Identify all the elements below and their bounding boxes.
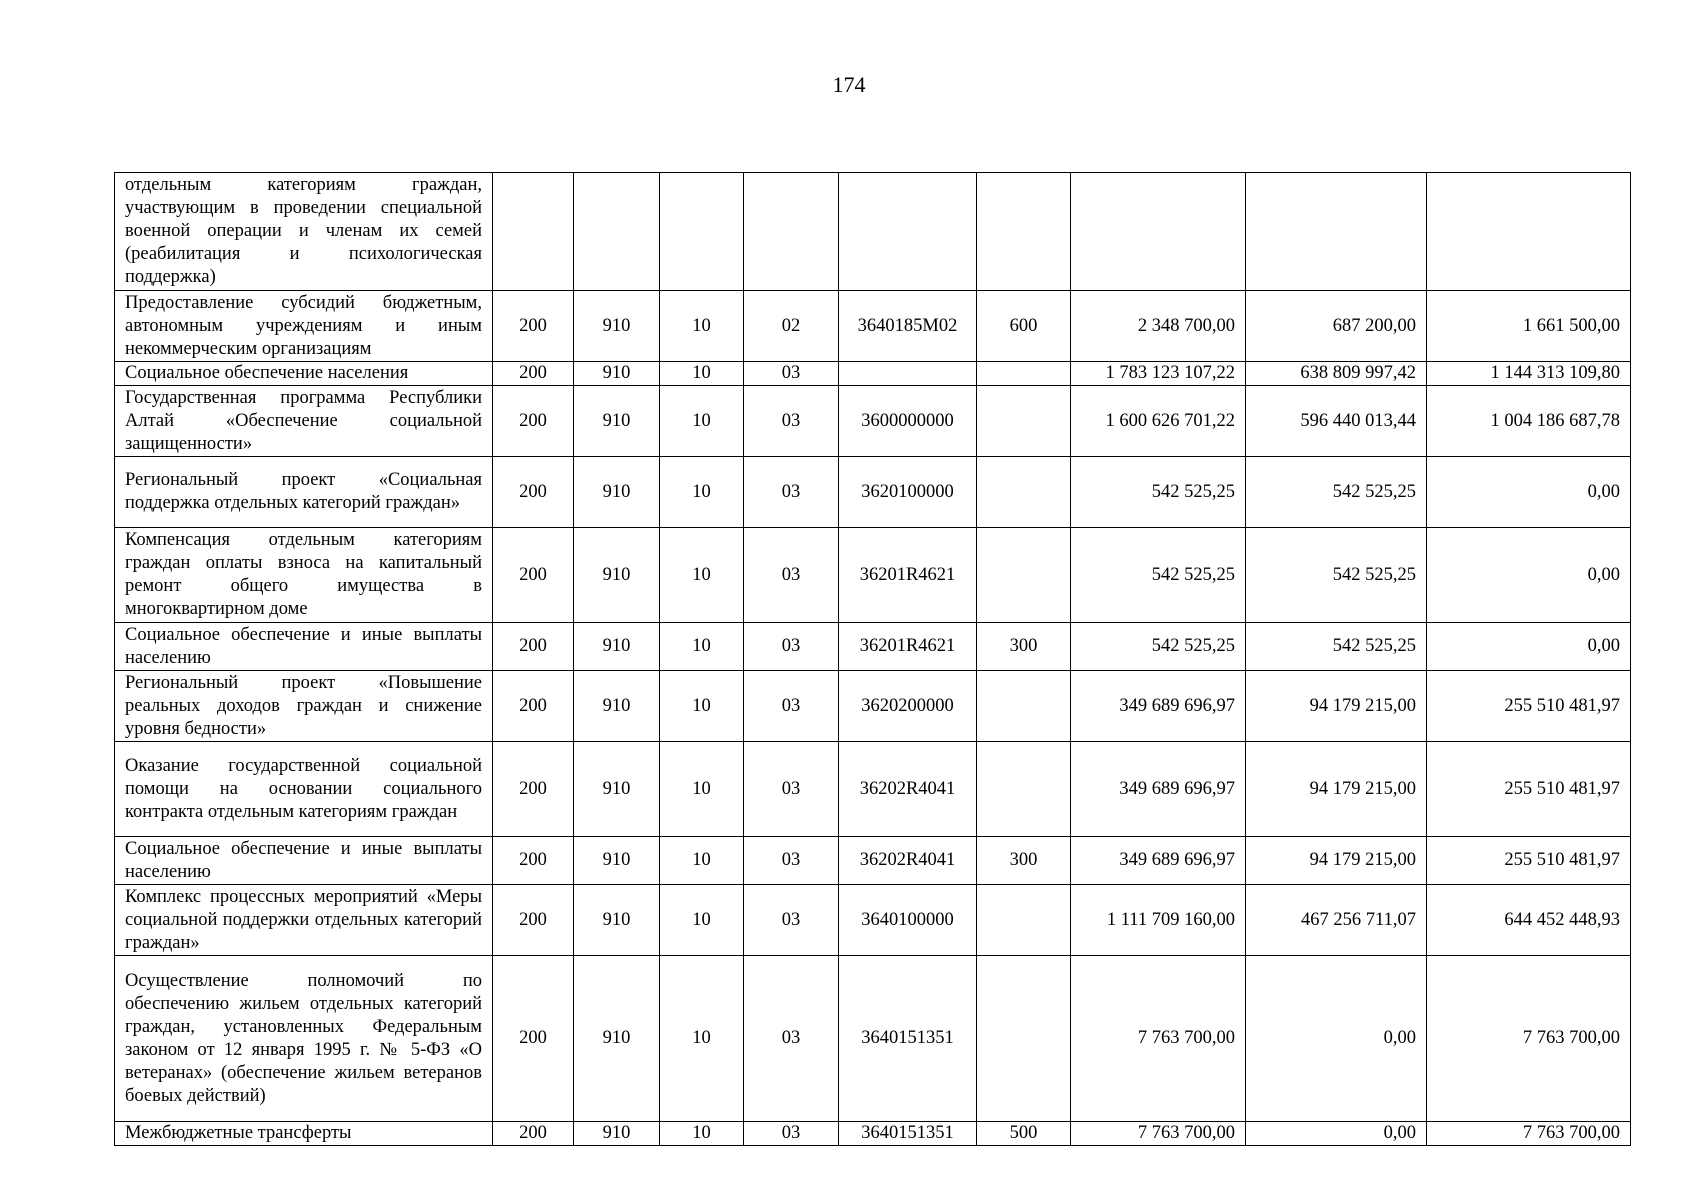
cell-amount-2: 542 525,25 [1246,528,1427,623]
cell-amount-3: 1 661 500,00 [1427,291,1631,362]
cell-code-910: 910 [574,742,660,837]
cell-amount-total: 542 525,25 [1071,623,1246,671]
cell-target-article: 36202R4041 [839,742,977,837]
table-row [115,742,1631,837]
cell-target-article: 3640185М02 [839,291,977,362]
cell-amount-total: 1 111 709 160,00 [1071,885,1246,956]
cell-code-200: 200 [493,623,574,671]
cell-amount-3: 1 144 313 109,80 [1427,362,1631,386]
cell-amount-total: 349 689 696,97 [1071,837,1246,885]
row-name: Межбюджетные трансферты [115,1122,493,1146]
cell-expense-type [977,528,1071,623]
cell-code-200: 200 [493,742,574,837]
cell-code-200: 200 [493,885,574,956]
cell-amount-3: 255 510 481,97 [1427,671,1631,742]
cell-expense-type [977,885,1071,956]
cell-subsection: 03 [744,623,839,671]
cell-section: 10 [660,362,744,386]
cell-subsection: 03 [744,837,839,885]
cell-amount-2: 542 525,25 [1246,457,1427,528]
cell-code-910: 910 [574,457,660,528]
cell-amount-3: 7 763 700,00 [1427,1122,1631,1146]
cell-amount-2: 94 179 215,00 [1246,671,1427,742]
table-row [115,362,1631,386]
cell-amount-total [1071,173,1246,291]
cell-expense-type [977,742,1071,837]
cell-amount-total: 349 689 696,97 [1071,671,1246,742]
cell-code-910: 910 [574,528,660,623]
cell-expense-type [977,956,1071,1122]
table-row [115,956,1631,1122]
cell-expense-type [977,671,1071,742]
table-row [115,291,1631,362]
cell-amount-3: 7 763 700,00 [1427,956,1631,1122]
row-name: Региональный проект «Повышение реальных доходов граждан и снижение уровня бедности» [115,671,493,742]
cell-target-article [839,362,977,386]
row-name: Социальное обеспечение и иные выплаты населению [115,623,493,671]
cell-target-article: 36201R4621 [839,623,977,671]
cell-subsection: 03 [744,386,839,457]
cell-target-article: 3620200000 [839,671,977,742]
cell-subsection: 03 [744,742,839,837]
cell-code-910: 910 [574,291,660,362]
cell-amount-2: 0,00 [1246,956,1427,1122]
page-number: 174 [832,72,866,97]
budget-table [114,172,1631,1146]
table-row [115,623,1631,671]
cell-expense-type: 600 [977,291,1071,362]
cell-code-910: 910 [574,362,660,386]
cell-section: 10 [660,671,744,742]
cell-section: 10 [660,291,744,362]
cell-target-article: 36202R4041 [839,837,977,885]
cell-subsection: 03 [744,457,839,528]
row-name: Предоставление субсидий бюджетным, автономным учреждениям и иным некоммерческим организациям [115,291,493,362]
cell-amount-total: 542 525,25 [1071,528,1246,623]
cell-target-article: 3640151351 [839,1122,977,1146]
row-name: Осуществление полномочий по обеспечению жильем отдельных категорий граждан, установленных Федеральным законом от 12 января 1995 г. № 5-ФЗ «О ветеранах» (обеспечение жильем ветеранов боевых действий) [115,956,493,1122]
cell-code-200: 200 [493,956,574,1122]
cell-amount-2: 0,00 [1246,1122,1427,1146]
cell-code-910: 910 [574,386,660,457]
cell-code-910: 910 [574,837,660,885]
cell-section [660,173,744,291]
cell-expense-type: 300 [977,623,1071,671]
row-name: Оказание государственной социальной помощи на основании социального контракта отдельным категориям граждан [115,742,493,837]
table-row [115,837,1631,885]
cell-subsection: 03 [744,1122,839,1146]
cell-expense-type [977,386,1071,457]
cell-target-article: 3600000000 [839,386,977,457]
cell-subsection: 03 [744,956,839,1122]
cell-amount-2: 94 179 215,00 [1246,742,1427,837]
cell-subsection [744,173,839,291]
cell-target-article: 3620100000 [839,457,977,528]
cell-code-910: 910 [574,885,660,956]
cell-subsection: 02 [744,291,839,362]
cell-amount-3: 255 510 481,97 [1427,837,1631,885]
cell-amount-total: 1 783 123 107,22 [1071,362,1246,386]
cell-amount-3: 0,00 [1427,623,1631,671]
table-row [115,1122,1631,1146]
cell-subsection: 03 [744,528,839,623]
cell-expense-type: 500 [977,1122,1071,1146]
cell-section: 10 [660,742,744,837]
cell-subsection: 03 [744,671,839,742]
cell-expense-type [977,457,1071,528]
cell-code-200 [493,173,574,291]
cell-section: 10 [660,1122,744,1146]
cell-code-910: 910 [574,956,660,1122]
cell-target-article: 36201R4621 [839,528,977,623]
cell-amount-total: 542 525,25 [1071,457,1246,528]
cell-code-200: 200 [493,671,574,742]
cell-code-200: 200 [493,362,574,386]
row-name: отдельным категориям граждан, участвующим в проведении специальной военной операции и членам их семей (реабилитация и психологическая поддержка) [115,173,493,291]
table-row [115,885,1631,956]
cell-code-200: 200 [493,386,574,457]
cell-section: 10 [660,837,744,885]
cell-amount-3: 0,00 [1427,528,1631,623]
cell-code-200: 200 [493,837,574,885]
cell-target-article [839,173,977,291]
cell-expense-type [977,173,1071,291]
cell-amount-2: 94 179 215,00 [1246,837,1427,885]
cell-code-200: 200 [493,1122,574,1146]
cell-code-910: 910 [574,623,660,671]
cell-code-200: 200 [493,528,574,623]
cell-amount-3: 644 452 448,93 [1427,885,1631,956]
table-row [115,528,1631,623]
table-row [115,457,1631,528]
row-name: Государственная программа Республики Алтай «Обеспечение социальной защищенности» [115,386,493,457]
cell-expense-type: 300 [977,837,1071,885]
cell-amount-3: 1 004 186 687,78 [1427,386,1631,457]
cell-amount-3 [1427,173,1631,291]
cell-amount-total: 2 348 700,00 [1071,291,1246,362]
cell-amount-2: 542 525,25 [1246,623,1427,671]
row-name: Региональный проект «Социальная поддержка отдельных категорий граждан» [115,457,493,528]
cell-code-910 [574,173,660,291]
row-name: Социальное обеспечение и иные выплаты населению [115,837,493,885]
table-row [115,671,1631,742]
cell-subsection: 03 [744,362,839,386]
cell-subsection: 03 [744,885,839,956]
cell-code-910: 910 [574,671,660,742]
cell-section: 10 [660,528,744,623]
cell-amount-total: 7 763 700,00 [1071,1122,1246,1146]
cell-amount-2: 596 440 013,44 [1246,386,1427,457]
row-name: Компенсация отдельным категориям граждан оплаты взноса на капитальный ремонт общего имущества в многоквартирном доме [115,528,493,623]
cell-amount-2 [1246,173,1427,291]
cell-code-200: 200 [493,291,574,362]
cell-amount-3: 0,00 [1427,457,1631,528]
cell-code-910: 910 [574,1122,660,1146]
cell-amount-3: 255 510 481,97 [1427,742,1631,837]
table-row [115,173,1631,291]
cell-section: 10 [660,956,744,1122]
cell-expense-type [977,362,1071,386]
cell-target-article: 3640151351 [839,956,977,1122]
cell-amount-total: 1 600 626 701,22 [1071,386,1246,457]
cell-code-200: 200 [493,457,574,528]
cell-section: 10 [660,386,744,457]
cell-section: 10 [660,623,744,671]
cell-section: 10 [660,457,744,528]
cell-amount-2: 467 256 711,07 [1246,885,1427,956]
cell-amount-total: 349 689 696,97 [1071,742,1246,837]
cell-amount-2: 638 809 997,42 [1246,362,1427,386]
cell-amount-2: 687 200,00 [1246,291,1427,362]
row-name: Социальное обеспечение населения [115,362,493,386]
table-row [115,386,1631,457]
cell-target-article: 3640100000 [839,885,977,956]
row-name: Комплекс процессных мероприятий «Меры социальной поддержки отдельных категорий граждан» [115,885,493,956]
cell-amount-total: 7 763 700,00 [1071,956,1246,1122]
cell-section: 10 [660,885,744,956]
